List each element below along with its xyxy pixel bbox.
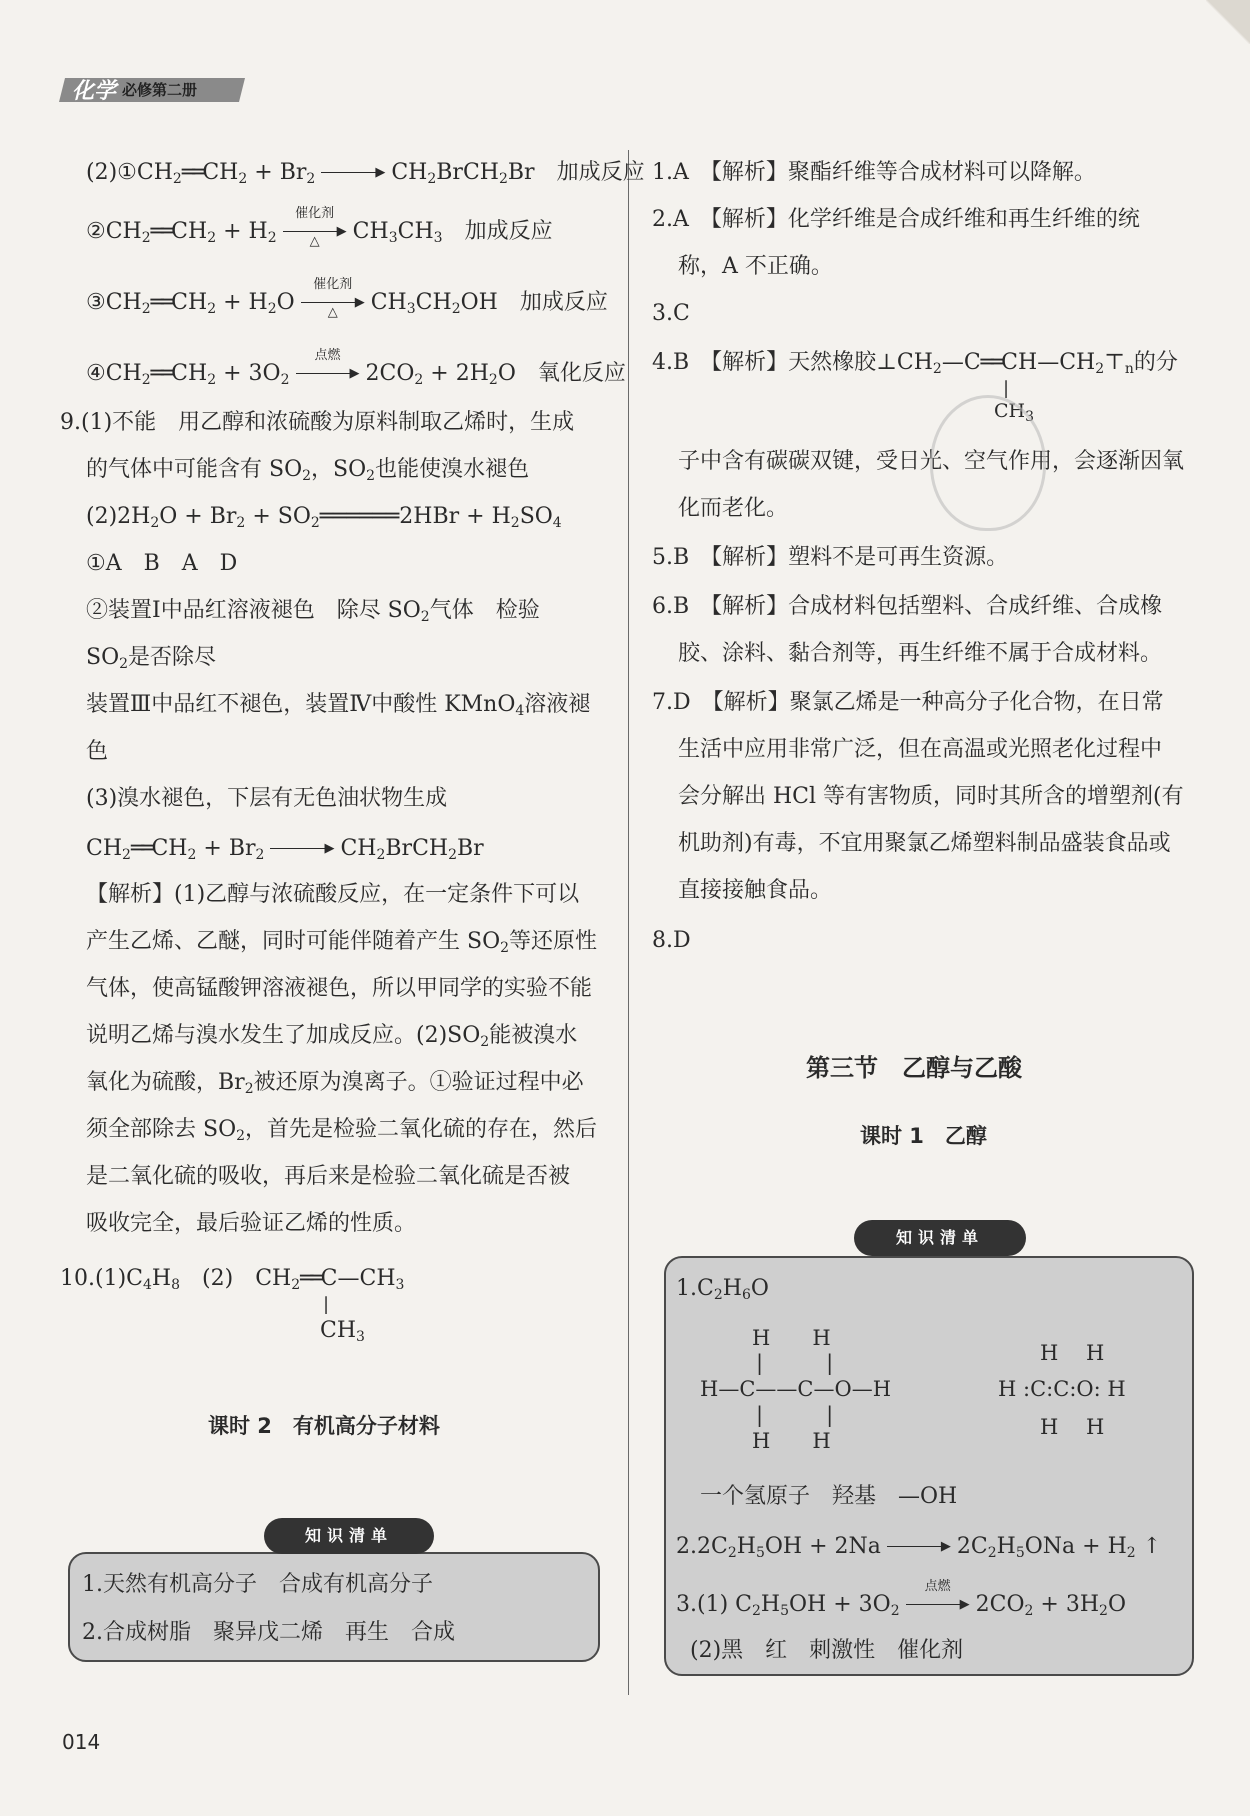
- answer-4-bond: |: [1003, 378, 1010, 399]
- header-book-title: 必修第二册: [122, 81, 198, 99]
- answer-3: 3.C: [652, 301, 690, 326]
- explanation-line-1: 【解析】(1)乙醇与浓硫酸反应，在一定条件下可以: [86, 882, 580, 907]
- equation-4: $④CH_2══CH_2 + 3O_2$ 点燃 ▶ $2CO_2 + 2H_2O$ 氧化反应: [86, 348, 626, 388]
- knowledge-right-line-1: $1.C_2H_6O$: [676, 1276, 769, 1303]
- knowledge-right-line-2: $2.2C_2H_5OH + 2Na$ ▶ $2C_2H_5ONa + H_2$ ↑: [676, 1534, 1162, 1561]
- structural-formula-top-h: H H: [752, 1326, 831, 1350]
- electron-formula-main: H :C:C:O: H: [998, 1377, 1126, 1401]
- homework-stamp: [930, 395, 1046, 531]
- q9-line-1: 9.(1)不能 用乙醇和浓硫酸为原料制取乙烯时，生成: [60, 410, 575, 435]
- q9-equation: $(2)2H_2O + Br_2$ + $SO_2══════2HBr + H_2SO_4$: [86, 504, 562, 531]
- explanation-line-5: 氧化为硫酸，$Br_2$被还原为溴离子。①验证过程中必: [86, 1070, 584, 1097]
- answer-7-line-2: 生活中应用非常广泛，但在高温或光照老化过程中: [678, 737, 1163, 762]
- structural-formula-bottom-h: H H: [752, 1429, 831, 1453]
- explanation-line-2: 产生乙烯、乙醚，同时可能伴随着产生 $SO_2$等还原性: [86, 929, 598, 956]
- q9-line-7: 装置Ⅲ中品红不褪色，装置Ⅳ中酸性 KMnO$_4$溶液褪: [86, 692, 591, 719]
- knowledge-pill-right: 知识清单: [854, 1220, 1026, 1256]
- explanation-line-8: 吸收完全，最后验证乙烯的性质。: [86, 1211, 417, 1236]
- explanation-line-6: 须全部除去 $SO_2$，首先是检验二氧化硫的存在，然后: [86, 1117, 598, 1144]
- section-3-title: 第三节 乙醇与乙酸: [806, 1054, 1022, 1082]
- answer-2-line-2: 称，A 不正确。: [678, 254, 833, 279]
- explanation-line-3: 气体，使高锰酸钾溶液褪色，所以甲同学的实验不能: [86, 976, 593, 1001]
- structural-formula-top-bonds: | |: [756, 1351, 834, 1375]
- explanation-line-4: 说明乙烯与溴水发生了加成反应。$(2)SO_2$能被溴水: [86, 1023, 578, 1050]
- answer-7-line-1: 7.D 【解析】聚氯乙烯是一种高分子化合物，在日常: [652, 690, 1164, 715]
- knowledge-right-line-4: (2)黑 红 刺激性 催化剂: [690, 1638, 964, 1663]
- column-divider: [628, 150, 629, 1695]
- equation-1: $(2)①CH_2══CH_2 + Br_2$ ▶ $CH_2BrCH_2Br$ 加成反应: [86, 160, 645, 187]
- knowledge-left-line-2: 2.合成树脂 聚异戊二烯 再生 合成: [82, 1620, 455, 1645]
- page-corner-fold: [1206, 0, 1250, 44]
- answer-4-line-2: 子中含有碳碳双键，受日光、空气作用，会逐渐因氧: [678, 449, 1185, 474]
- equation-2: $②CH_2══CH_2 + H_2$ 催化剂 ▶ △ $CH_3CH_3$ 加成反应: [86, 206, 553, 249]
- q10-branch: $CH_3$: [320, 1318, 365, 1345]
- structural-formula-main: H—C——C—O—H: [700, 1377, 892, 1401]
- answer-1: 1.A 【解析】聚酯纤维等合成材料可以降解。: [652, 160, 1096, 185]
- answer-4-line-1: 4.B 【解析】天然橡胶$\perp CH_2—C══CH—CH_2⊤_n$的分: [652, 350, 1178, 377]
- q9-line-4: ①A B A D: [86, 551, 238, 576]
- knowledge-pill-left: 知识清单: [264, 1518, 434, 1554]
- electron-formula-bottom-h: H H: [1040, 1415, 1105, 1439]
- answer-7-line-4: 机助剂)有毒，不宜用聚氯乙烯塑料制品盛装食品或: [678, 831, 1171, 856]
- knowledge-left-line-1: 1.天然有机高分子 合成有机高分子: [82, 1572, 433, 1597]
- answer-4-branch: $CH_3$: [994, 400, 1035, 425]
- electron-formula-top-h: H H: [1040, 1341, 1105, 1365]
- structural-formula-bottom-bonds: | |: [756, 1403, 834, 1427]
- page-number: 014: [62, 1730, 101, 1754]
- q9-line-8: 色: [86, 739, 109, 764]
- lesson-1-title: 课时 1 乙醇: [860, 1124, 987, 1148]
- answer-2-line-1: 2.A 【解析】化学纤维是合成纤维和再生纤维的统: [652, 207, 1140, 232]
- q10-bond: |: [323, 1294, 330, 1315]
- header-subject: 化学: [72, 79, 117, 104]
- q9-line-5: ②装置Ⅰ中品红溶液褪色 除尽 $SO_2$气体 检验: [86, 598, 540, 625]
- answer-4-line-3: 化而老化。: [678, 496, 789, 521]
- answer-6-line-2: 胶、涂料、黏合剂等，再生纤维不属于合成材料。: [678, 641, 1163, 666]
- q9-line-9: (3)溴水褪色，下层有无色油状物生成: [86, 786, 448, 811]
- equation-3: $③CH_2══CH_2 + H_2O$ 催化剂 ▶ △ $CH_3CH_2OH$ 加成反应: [86, 277, 608, 320]
- q9-line-2: 的气体中可能含有 $SO_2$，$SO_2$也能使溴水褪色: [86, 457, 530, 484]
- explanation-line-7: 是二氧化硫的吸收，再后来是检验二氧化硫是否被: [86, 1164, 571, 1189]
- q9-equation-2: $CH_2══CH_2 + Br_2$ ▶ $CH_2BrCH_2Br$: [86, 836, 484, 863]
- answer-5: 5.B 【解析】塑料不是可再生资源。: [652, 545, 1009, 570]
- answer-7-line-3: 会分解出 HCl 等有害物质，同时其所含的增塑剂(有: [678, 784, 1184, 809]
- q9-line-6: $SO_2$是否除尽: [86, 645, 217, 672]
- answer-6-line-1: 6.B 【解析】合成材料包括塑料、合成纤维、合成橡: [652, 594, 1163, 619]
- lesson-2-title: 课时 2 有机高分子材料: [208, 1414, 440, 1438]
- q10-line: $10.(1)C_4H_8$ (2) $CH_2══C—CH_3$: [60, 1266, 405, 1293]
- answer-8: 8.D: [652, 928, 691, 953]
- knowledge-right-words: 一个氢原子 羟基 —OH: [700, 1484, 958, 1509]
- knowledge-right-line-3: 3.(1) $C_2H_5OH + 3O_2$ 点燃 ▶ $2CO_2 + 3H_2O$: [676, 1579, 1126, 1619]
- answer-7-line-5: 直接接触食品。: [678, 878, 833, 903]
